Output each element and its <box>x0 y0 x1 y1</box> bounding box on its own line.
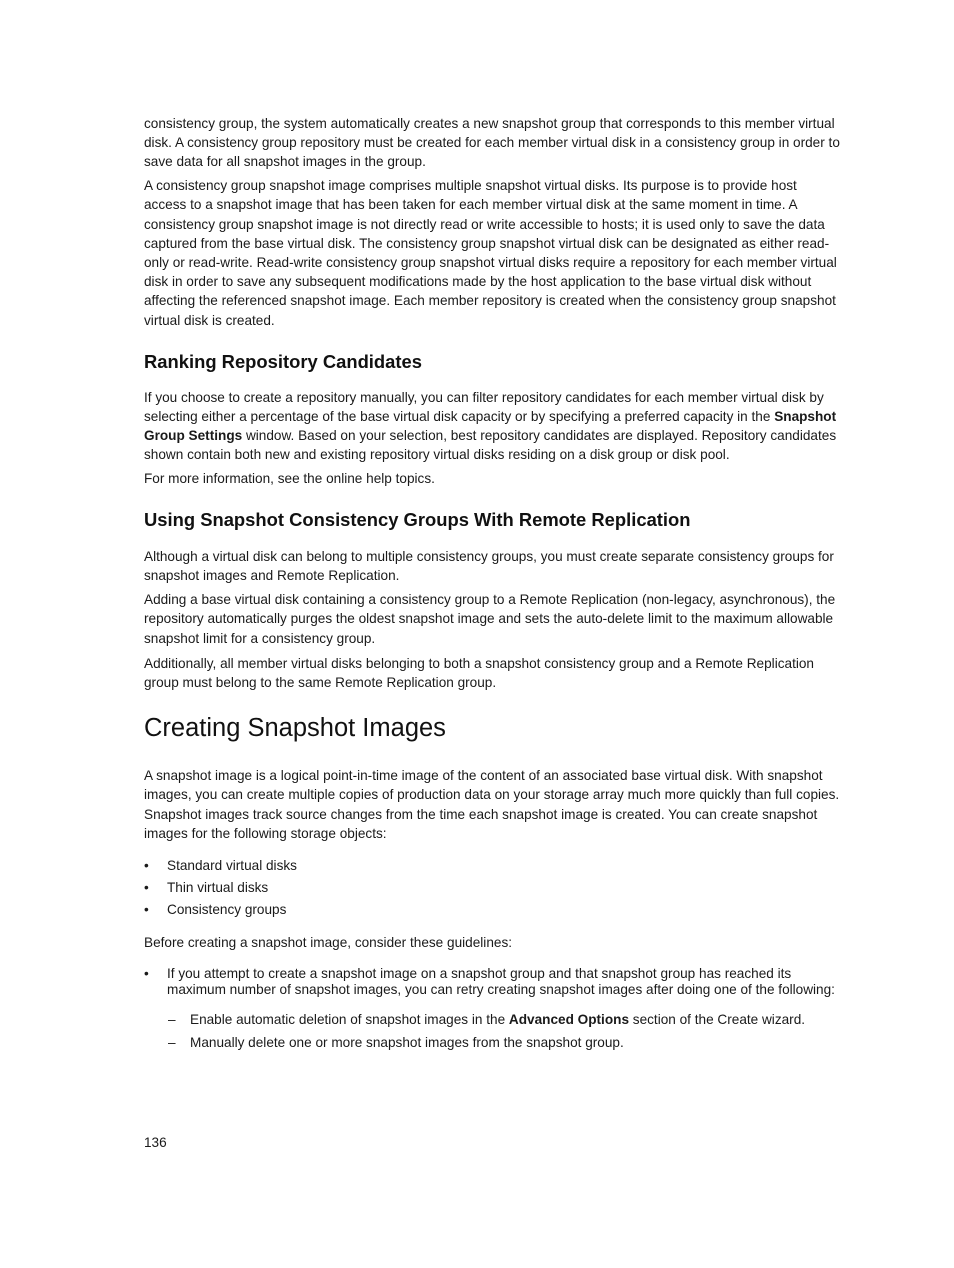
ranking-heading: Ranking Repository Candidates <box>144 350 422 372</box>
ranking-p1-text-b: window. Based on your selection, best repository candidates are displayed. Repository candidates shown contain both new and existing repository virtual disks residing on a disk group or disk pool. <box>144 428 837 463</box>
list-item <box>144 878 840 897</box>
ranking-paragraph-1 <box>144 388 840 465</box>
dash-icon: – <box>168 1011 176 1027</box>
advanced-options-term: Advanced Options <box>508 1011 629 1027</box>
list-item <box>144 900 840 919</box>
remote-paragraph-1: Although a virtual disk can belong to multiple consistency groups, you must create separate consistency groups for snapshot images and Remote Replication. <box>144 549 834 584</box>
list-item <box>144 1012 840 1028</box>
list-item-text: Standard virtual disks <box>167 857 297 873</box>
page-number: 136 <box>144 1135 167 1150</box>
dash-icon: – <box>168 1034 176 1050</box>
guidelines-list <box>144 966 840 998</box>
guidelines-intro: Before creating a snapshot image, consider these guidelines: <box>144 934 513 950</box>
sub-item-text: Manually delete one or more snapshot images from the snapshot group. <box>190 1034 624 1050</box>
list-item-text: Consistency groups <box>167 902 287 918</box>
bullet-icon: • <box>144 857 149 873</box>
list-item-text: Thin virtual disks <box>167 880 269 896</box>
bullet-icon: • <box>144 965 149 981</box>
guideline-text: If you attempt to create a snapshot image on a snapshot group and that snapshot group has reached its maximum number of snapshot images, you can retry creating snapshot images after doing one of the following: <box>167 965 835 997</box>
list-item <box>144 856 840 875</box>
list-item <box>144 966 840 998</box>
remote-paragraph-2: Adding a base virtual disk containing a consistency group to a Remote Replication (non-legacy, asynchronous), the repository automatically purges the oldest snapshot image and sets the auto-delete limit to the maximum allowable snapshot limit for a consistency group. <box>144 592 836 646</box>
bullet-icon: • <box>144 902 149 918</box>
remote-paragraph-3: Additionally, all member virtual disks belonging to both a snapshot consistency group and a Remote Replication group must belong to the same Remote Replication group. <box>144 655 814 690</box>
bullet-icon: • <box>144 880 149 896</box>
list-item <box>144 1035 840 1051</box>
creating-snapshot-images-heading: Creating Snapshot Images <box>144 714 446 743</box>
document-page <box>144 114 840 1051</box>
ranking-p1-text-a: If you choose to create a repository manually, you can filter repository candidates for each member virtual disk by selecting either a percentage of the base virtual disk capacity or by specifying a preferred capacity in the <box>144 389 824 424</box>
intro-paragraph-1: consistency group, the system automatically creates a new snapshot group that corresponds to this member virtual disk. A consistency group repository must be created for each member virtual disk in a consistency group in order to save data for all snapshot images in the group. <box>144 116 840 170</box>
snapshot-group-settings-term: Snapshot Group Settings <box>144 408 837 444</box>
sub-item-text-a: Enable automatic deletion of snapshot images in the <box>190 1011 509 1027</box>
ranking-paragraph-2: For more information, see the online help topics. <box>144 471 435 487</box>
remote-replication-heading: Using Snapshot Consistency Groups With Remote Replication <box>144 509 691 531</box>
intro-paragraph-2: A consistency group snapshot image comprises multiple snapshot virtual disks. Its purpose is to provide host access to a snapshot image that has been taken for each member virtual disk at the same moment in time. A consistency group snapshot image is not directly read or write accessible to hosts; it is used only to save the data captured from the base virtual disk. The consistency group snapshot virtual disk can be designated as either read-only or read-write. Read-write consistency group snapshot virtual disks require a repository for each member virtual disk in order to save any subsequent modifications made by the host application to the base virtual disk without affecting the referenced snapshot image. Each member repository is created when the consistency group snapshot virtual disk is created. <box>144 178 837 328</box>
guideline-sub-list <box>144 1012 840 1051</box>
storage-objects-list <box>144 856 840 920</box>
creating-paragraph-1: A snapshot image is a logical point-in-time image of the content of an associated base virtual disk. With snapshot images, you can create multiple copies of production data on your storage array much more quickly than full copies. Snapshot images track source changes from the time each snapshot image is created. You can create snapshot images for the following storage objects: <box>144 768 840 841</box>
sub-item-text-b: section of the Create wizard. <box>629 1011 806 1027</box>
